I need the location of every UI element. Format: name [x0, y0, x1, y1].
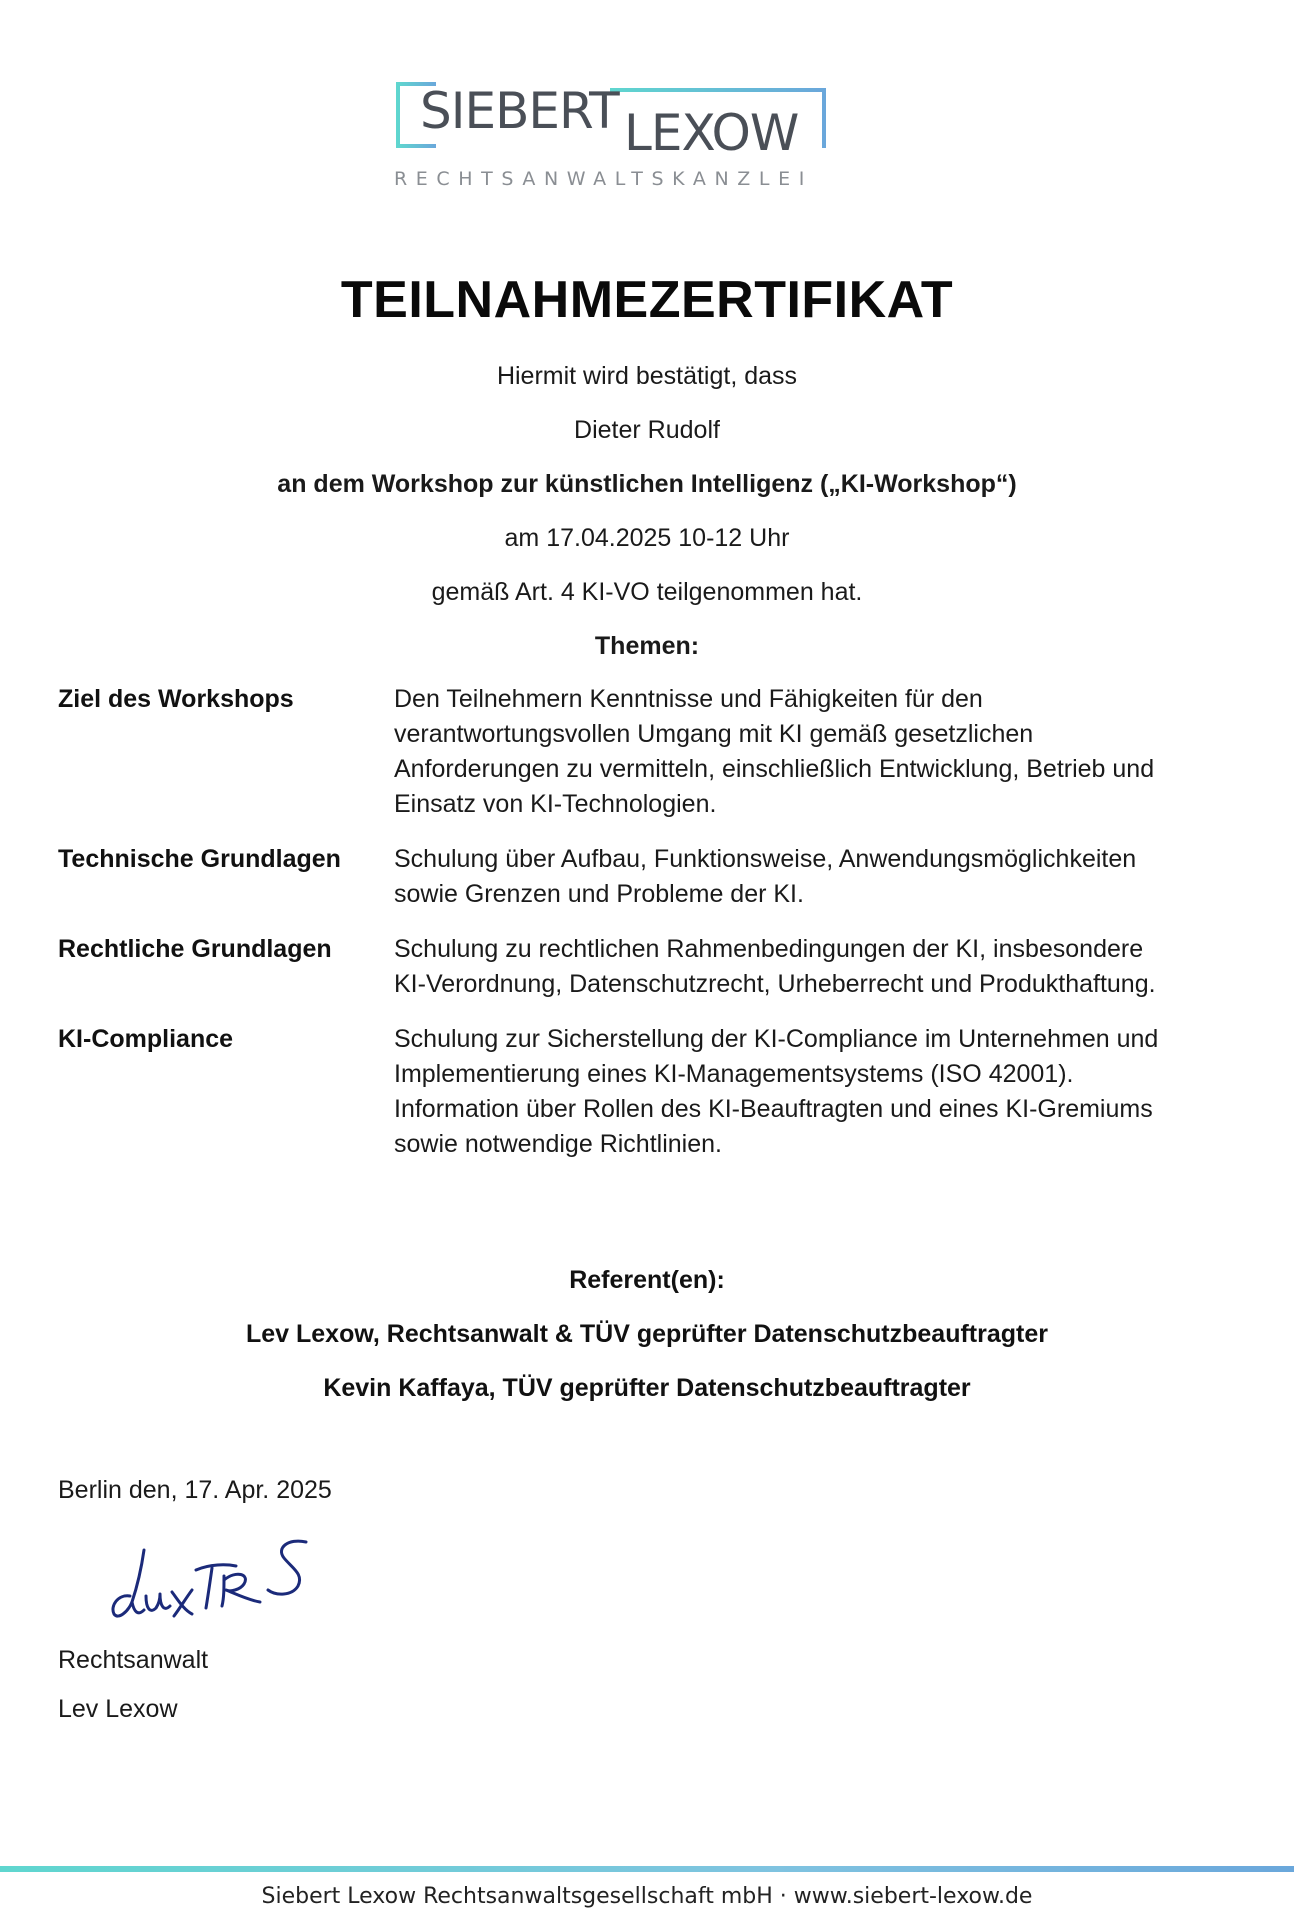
workshop-line: an dem Workshop zur künstlichen Intelligenz („KI-Workshop“) — [277, 470, 1017, 498]
signature-drawing — [100, 1530, 330, 1630]
topic-row — [58, 932, 1178, 1002]
topic-label: Ziel des Workshops — [58, 685, 294, 713]
place-date: Berlin den, 17. Apr. 2025 — [58, 1476, 332, 1504]
topic-description: Schulung über Aufbau, Funktionsweise, Anwendungsmöglichkeiten sowie Grenzen und Probleme der KI. — [394, 845, 1137, 908]
speaker-entry: Kevin Kaffaya, TÜV geprüfter Datenschutzbeauftragter — [323, 1374, 971, 1402]
footer-divider — [0, 1866, 1294, 1872]
signer-role: Rechtsanwalt — [58, 1646, 209, 1674]
speaker-entry: Lev Lexow, Rechtsanwalt & TÜV geprüfter Datenschutzbeauftragter — [245, 1320, 1048, 1348]
topic-label: KI-Compliance — [58, 1025, 234, 1053]
logo-frame-bottom-left — [398, 140, 436, 146]
footer-text: Siebert Lexow Rechtsanwaltsgesellschaft mbH · www.siebert-lexow.de — [261, 1884, 1033, 1909]
topics-heading: Themen: — [594, 632, 700, 660]
topic-row — [58, 682, 1178, 822]
topic-label: Technische Grundlagen — [58, 845, 341, 873]
topics-list — [58, 682, 1178, 1182]
company-logo — [392, 78, 842, 198]
signer-name: Lev Lexow — [58, 1695, 178, 1723]
topic-description: Schulung zur Sicherstellung der KI-Compliance im Unternehmen und Implementierung eines KI-Managementsystems (ISO 42001). Information über Rollen des KI-Beauftragten und eines KI-Gremiums sowie notwendige Richtlinien. — [394, 1025, 1159, 1158]
topic-label: Rechtliche Grundlagen — [58, 935, 332, 963]
logo-word-siebert: SIEBERT — [420, 82, 619, 140]
logo-subtitle: RECHTSANWALTSKANZLEI — [394, 168, 813, 190]
topic-description: Schulung zu rechtlichen Rahmenbedingungen der KI, insbesondere KI-Verordnung, Datenschutzrecht, Urheberrecht und Produkthaftung. — [394, 935, 1156, 998]
topic-row — [58, 1022, 1178, 1162]
logo-graphic — [392, 78, 842, 198]
legal-basis-line: gemäß Art. 4 KI-VO teilgenommen hat. — [431, 578, 863, 606]
speakers-heading: Referent(en): — [569, 1266, 725, 1294]
certificate-title: TEILNAHMEZERTIFIKAT — [340, 271, 954, 329]
handwritten-signature — [100, 1530, 330, 1630]
logo-word-lexow: LEXOW — [624, 104, 799, 162]
topic-description: Den Teilnehmern Kenntnisse und Fähigkeiten für den verantwortungsvollen Umgang mit KI gemäß gesetzlichen Anforderungen zu vermitteln, einschließlich Entwicklung, Betrieb und Einsatz von KI-Technologien. — [394, 685, 1155, 818]
workshop-date: am 17.04.2025 10-12 Uhr — [504, 524, 790, 552]
participant-name: Dieter Rudolf — [574, 416, 720, 444]
topic-row — [58, 842, 1178, 912]
confirmation-text: Hiermit wird bestätigt, dass — [496, 362, 798, 390]
